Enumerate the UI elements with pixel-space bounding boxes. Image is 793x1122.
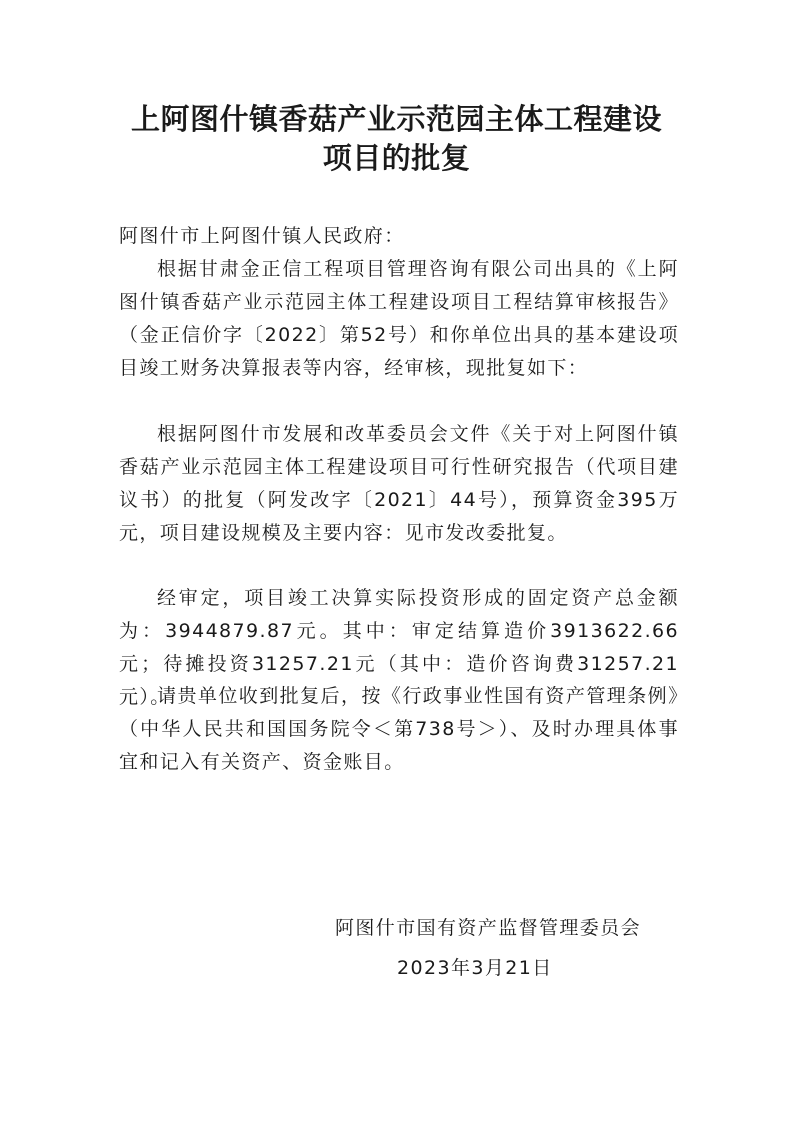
document-title-line-2: 项目的批复 [322,141,471,175]
addressee: 阿图什市上阿图什镇人民政府： [119,225,405,247]
document-title-line-1: 上阿图什镇香菇产业示范园主体工程建设 [130,102,662,136]
paragraph-project-approval: 根据阿图什市发展和改革委员会文件《关于对上阿图什镇香菇产业示范园主体工程建设项目可行性研究报告（代项目建议书）的批复（阿发改字〔2021〕44号），预算资金395万元，项目建设规模及主要内容：见市发改委批复。 [119,423,679,544]
paragraph-final-amount: 经审定，项目竣工决算实际投资形成的固定资产总金额为：3944879.87元。其中：审定结算造价3913622.66元；待摊投资31257.21元（其中：造价咨询费31257.21元）。 [119,587,679,708]
signature-organization: 阿图什市国有资产监督管理委员会 [335,917,642,939]
paragraph-instructions: 请贵单位收到批复后，按《行政事业性国有资产管理条例》（中华人民共和国国务院令＜第738号＞）、及时办理具体事宜和记入有关资产、资金账目。 [119,685,679,773]
signature-date: 2023年3月21日 [397,957,553,979]
paragraph-audit-basis: 根据甘肃金正信工程项目管理咨询有限公司出具的《上阿图什镇香菇产业示范园主体工程建设项目工程结算审核报告》（金正信价字〔2022〕第52号）和你单位出具的基本建设项目竣工财务决算报表等内容，经审核，现批复如下： [119,258,679,379]
